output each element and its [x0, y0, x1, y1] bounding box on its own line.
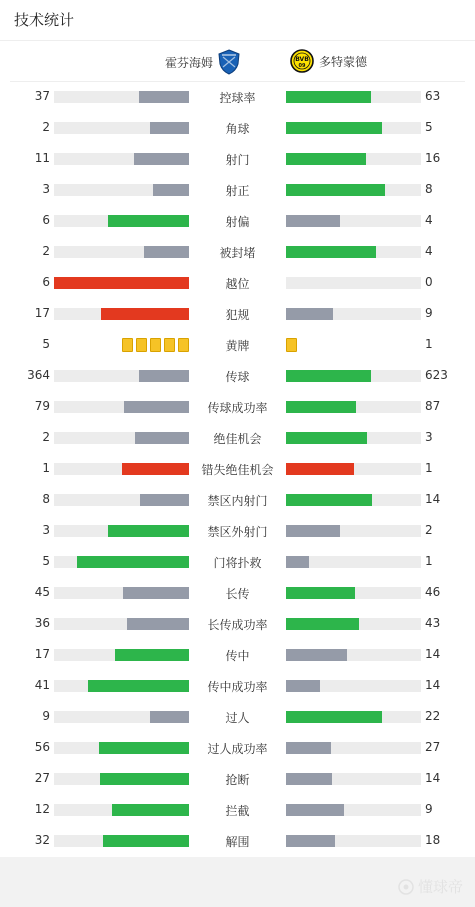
- home-stat-bar: [54, 308, 189, 320]
- away-stat-bar-fill: [286, 804, 344, 816]
- away-stat-bar-fill: [286, 835, 335, 847]
- stat-row: [0, 639, 475, 670]
- home-stat-bar-fill: [134, 153, 189, 165]
- stat-label: 射正: [225, 184, 250, 198]
- away-stat-bar: [286, 277, 421, 289]
- away-stat-bar: [286, 215, 421, 227]
- home-stat-bar: [54, 525, 189, 537]
- home-stat-value: 1: [42, 461, 50, 475]
- away-yellow-cards: [286, 338, 297, 351]
- away-stat-value: 1: [425, 554, 433, 568]
- home-stat-bar: [54, 649, 189, 661]
- home-stat-value: 364: [27, 368, 50, 382]
- stat-row: [0, 794, 475, 825]
- away-stat-bar: [286, 370, 421, 382]
- yellow-card-icon: [178, 338, 189, 352]
- away-stat-bar-fill: [286, 773, 332, 785]
- away-stat-bar-fill: [286, 556, 309, 568]
- stat-row: [0, 577, 475, 608]
- home-stat-value: 6: [42, 213, 50, 227]
- stat-label: 射偏: [225, 215, 250, 229]
- away-stat-bar: [286, 246, 421, 258]
- home-stat-value: 79: [34, 399, 50, 413]
- watermark: [398, 876, 463, 897]
- home-stat-bar-fill: [99, 742, 189, 754]
- teams-header: [10, 41, 465, 82]
- home-stat-value: 56: [34, 740, 50, 754]
- home-stat-bar: [54, 587, 189, 599]
- away-stat-value: 16: [425, 151, 441, 165]
- page-title: 技术统计: [14, 11, 75, 29]
- home-stat-bar: [54, 494, 189, 506]
- away-stat-bar: [286, 463, 421, 475]
- away-stat-bar: [286, 91, 421, 103]
- away-stat-bar-fill: [286, 525, 340, 537]
- stat-row: [0, 763, 475, 794]
- home-stat-value: 6: [42, 275, 50, 289]
- home-stat-bar-fill: [101, 308, 189, 320]
- hoffenheim-logo-icon: [218, 49, 240, 75]
- home-stat-bar: [54, 804, 189, 816]
- yellow-card-icon: [150, 338, 161, 352]
- home-stat-value: 3: [42, 182, 50, 196]
- away-stat-bar-fill: [286, 153, 366, 165]
- away-stat-value: 14: [425, 771, 441, 785]
- yellow-card-icon: [286, 338, 297, 352]
- away-stat-bar: [286, 773, 421, 785]
- stat-label: 传球成功率: [207, 401, 268, 415]
- away-stat-bar: [286, 184, 421, 196]
- home-stat-bar-fill: [103, 835, 189, 847]
- away-stat-value: 87: [425, 399, 441, 413]
- home-stat-bar: [54, 91, 189, 103]
- stat-row: [0, 701, 475, 732]
- away-stat-value: 623: [425, 368, 448, 382]
- home-stat-bar-fill: [140, 494, 189, 506]
- stat-label: 禁区外射门: [207, 525, 268, 539]
- home-stat-value: 36: [34, 616, 50, 630]
- stat-label: 角球: [225, 122, 250, 136]
- home-stat-bar-fill: [122, 463, 190, 475]
- away-stat-bar-fill: [286, 649, 347, 661]
- away-stat-bar: [286, 432, 421, 444]
- home-stat-value: 45: [34, 585, 50, 599]
- home-yellow-cards: [122, 338, 189, 351]
- stat-label: 错失绝佳机会: [201, 463, 274, 477]
- stat-label: 长传成功率: [207, 618, 268, 632]
- away-stat-bar-fill: [286, 680, 320, 692]
- home-team[interactable]: [165, 49, 240, 75]
- away-stat-bar-fill: [286, 370, 371, 382]
- away-stat-bar-fill: [286, 215, 340, 227]
- away-stat-value: 4: [425, 213, 433, 227]
- stat-label: 禁区内射门: [207, 494, 268, 508]
- away-stat-bar-fill: [286, 742, 331, 754]
- stat-row: [0, 360, 475, 391]
- away-stat-bar-fill: [286, 494, 372, 506]
- home-stat-value: 2: [42, 244, 50, 258]
- away-stat-value: 14: [425, 678, 441, 692]
- away-stat-bar-fill: [286, 463, 354, 475]
- home-stat-value: 9: [42, 709, 50, 723]
- home-stat-value: 27: [34, 771, 50, 785]
- stat-label: 门将扑救: [213, 556, 262, 570]
- home-stat-bar: [54, 463, 189, 475]
- home-stat-bar: [54, 401, 189, 413]
- away-stat-value: 5: [425, 120, 433, 134]
- stat-label: 被封堵: [219, 246, 256, 260]
- stat-row: [0, 484, 475, 515]
- home-stat-bar-fill: [127, 618, 189, 630]
- yellow-card-icon: [164, 338, 175, 352]
- stat-row: [0, 174, 475, 205]
- away-stat-value: 2: [425, 523, 433, 537]
- away-stat-bar-fill: [286, 587, 355, 599]
- stat-row: [0, 298, 475, 329]
- away-stat-bar: [286, 122, 421, 134]
- away-stat-bar: [286, 711, 421, 723]
- stat-row: [0, 329, 475, 360]
- home-stat-bar: [54, 556, 189, 568]
- away-stat-bar: [286, 742, 421, 754]
- stat-label: 传中成功率: [207, 680, 268, 694]
- stat-label: 传中: [225, 649, 250, 663]
- home-stat-bar: [54, 153, 189, 165]
- stat-label: 过人成功率: [207, 742, 268, 756]
- away-stat-value: 63: [425, 89, 441, 103]
- away-stat-bar-fill: [286, 432, 367, 444]
- away-stat-bar: [286, 804, 421, 816]
- away-stat-value: 46: [425, 585, 441, 599]
- stat-label: 绝佳机会: [213, 432, 262, 446]
- away-stat-value: 0: [425, 275, 433, 289]
- home-stat-bar-fill: [139, 91, 189, 103]
- stat-label: 拦截: [225, 804, 250, 818]
- home-stat-bar-fill: [135, 432, 189, 444]
- away-stat-value: 8: [425, 182, 433, 196]
- home-stat-value: 8: [42, 492, 50, 506]
- home-stat-bar: [54, 184, 189, 196]
- home-stat-bar-fill: [100, 773, 189, 785]
- away-logo-text-bottom: 09: [298, 63, 306, 69]
- home-stat-value: 12: [34, 802, 50, 816]
- away-stat-value: 22: [425, 709, 441, 723]
- away-stat-bar-fill: [286, 711, 382, 723]
- away-stat-value: 43: [425, 616, 441, 630]
- home-stat-value: 2: [42, 120, 50, 134]
- stat-label: 长传: [225, 587, 250, 601]
- away-stat-bar: [286, 587, 421, 599]
- home-stat-bar: [54, 277, 189, 289]
- stat-label: 射门: [225, 153, 250, 167]
- stat-row: [0, 391, 475, 422]
- stat-row: [0, 825, 475, 856]
- home-stat-value: 17: [34, 647, 50, 661]
- home-stat-value: 37: [34, 89, 50, 103]
- home-stat-bar: [54, 618, 189, 630]
- away-logo-text-top: BVB: [295, 56, 309, 63]
- away-stat-bar-fill: [286, 122, 382, 134]
- stat-label: 犯规: [225, 308, 250, 322]
- away-stat-value: 14: [425, 647, 441, 661]
- home-stat-bar-fill: [88, 680, 189, 692]
- stat-row: [0, 732, 475, 763]
- away-stat-bar-fill: [286, 184, 385, 196]
- home-stat-bar: [54, 773, 189, 785]
- away-stat-value: 14: [425, 492, 441, 506]
- home-stat-bar: [54, 246, 189, 258]
- footer: [0, 857, 475, 907]
- home-stat-value: 41: [34, 678, 50, 692]
- home-stat-bar: [54, 215, 189, 227]
- dortmund-logo-icon: [290, 49, 314, 73]
- home-stat-value: 11: [34, 151, 50, 165]
- away-stat-value: 1: [425, 337, 433, 351]
- watermark-text: 懂球帝: [417, 878, 463, 896]
- home-stat-bar-fill: [108, 525, 189, 537]
- stat-row: [0, 143, 475, 174]
- stat-label: 控球率: [219, 91, 256, 105]
- away-stat-bar: [286, 401, 421, 413]
- home-stat-bar-fill: [54, 277, 189, 289]
- away-stat-bar: [286, 308, 421, 320]
- home-stat-bar: [54, 711, 189, 723]
- home-stat-bar-fill: [153, 184, 189, 196]
- home-stat-bar-fill: [115, 649, 189, 661]
- home-stat-bar: [54, 835, 189, 847]
- dongqiudi-logo-icon: [398, 879, 414, 895]
- away-stat-bar: [286, 618, 421, 630]
- home-stat-value: 5: [42, 554, 50, 568]
- home-stat-bar: [54, 432, 189, 444]
- home-stat-bar-fill: [112, 804, 189, 816]
- stat-row: [0, 81, 475, 112]
- stat-row: [0, 546, 475, 577]
- home-stat-bar-fill: [77, 556, 189, 568]
- stat-label: 抢断: [225, 773, 250, 787]
- away-stat-value: 9: [425, 306, 433, 320]
- away-stat-bar: [286, 153, 421, 165]
- home-stat-bar-fill: [150, 711, 189, 723]
- away-stat-bar: [286, 525, 421, 537]
- stat-label: 过人: [225, 711, 250, 725]
- home-stat-value: 2: [42, 430, 50, 444]
- stat-row: [0, 608, 475, 639]
- stat-label: 越位: [225, 277, 250, 291]
- stat-row: [0, 267, 475, 298]
- stats-list: [0, 81, 475, 856]
- stat-label: 黄牌: [225, 339, 250, 353]
- away-team-name: 多特蒙德: [319, 54, 368, 69]
- home-stat-bar: [54, 742, 189, 754]
- stat-label: 传球: [225, 370, 250, 384]
- home-stat-bar: [54, 680, 189, 692]
- stat-row: [0, 205, 475, 236]
- home-team-name: 霍芬海姆: [164, 55, 213, 70]
- home-stat-bar-fill: [139, 370, 189, 382]
- home-stat-value: 3: [42, 523, 50, 537]
- away-stat-value: 18: [425, 833, 441, 847]
- stat-row: [0, 422, 475, 453]
- home-stat-value: 32: [34, 833, 50, 847]
- home-stat-bar-fill: [123, 587, 189, 599]
- stat-row: [0, 515, 475, 546]
- home-stat-value: 5: [42, 337, 50, 351]
- home-stat-bar-fill: [150, 122, 189, 134]
- away-stat-bar-fill: [286, 308, 333, 320]
- yellow-card-icon: [136, 338, 147, 352]
- away-stat-value: 9: [425, 802, 433, 816]
- away-stat-bar-fill: [286, 246, 376, 258]
- away-stat-bar: [286, 835, 421, 847]
- away-stat-value: 1: [425, 461, 433, 475]
- away-stat-bar-fill: [286, 91, 371, 103]
- home-stat-value: 17: [34, 306, 50, 320]
- home-stat-bar-fill: [124, 401, 189, 413]
- away-stat-bar: [286, 556, 421, 568]
- stat-row: [0, 453, 475, 484]
- away-team[interactable]: [290, 49, 367, 73]
- home-stat-bar: [54, 370, 189, 382]
- away-stat-value: 4: [425, 244, 433, 258]
- stat-label: 解围: [225, 835, 250, 849]
- yellow-card-icon: [122, 338, 133, 352]
- away-stat-bar-fill: [286, 618, 359, 630]
- stat-row: [0, 670, 475, 701]
- home-stat-bar-fill: [108, 215, 189, 227]
- stat-row: [0, 236, 475, 267]
- page-header: [0, 0, 475, 41]
- away-stat-bar: [286, 680, 421, 692]
- away-stat-bar: [286, 649, 421, 661]
- away-stat-bar-fill: [286, 401, 356, 413]
- away-stat-bar: [286, 494, 421, 506]
- stat-row: [0, 112, 475, 143]
- away-stat-value: 3: [425, 430, 433, 444]
- home-stat-bar-fill: [144, 246, 189, 258]
- away-stat-value: 27: [425, 740, 441, 754]
- home-stat-bar: [54, 122, 189, 134]
